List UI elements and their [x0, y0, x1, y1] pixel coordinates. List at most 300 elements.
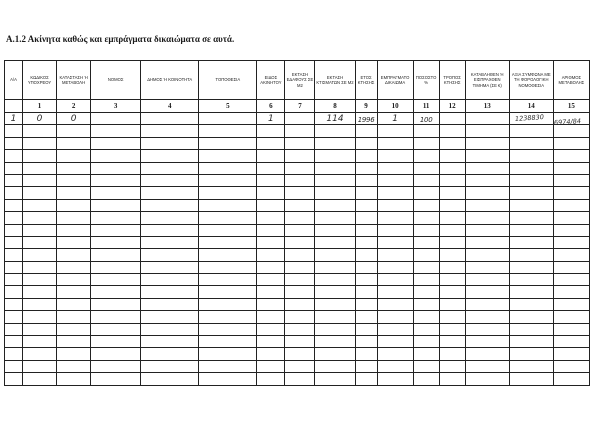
blank-cell	[413, 311, 439, 323]
blank-cell	[285, 249, 315, 261]
col-number: 5	[199, 100, 257, 113]
blank-cell	[199, 187, 257, 199]
blank-cell	[141, 286, 199, 298]
blank-cell	[141, 212, 199, 224]
blank-cell	[355, 187, 377, 199]
col-header-location: ΤΟΠΟΘΕΣΙΑ	[199, 61, 257, 100]
blank-cell	[553, 274, 589, 286]
blank-cell	[285, 174, 315, 186]
blank-cell	[23, 187, 57, 199]
blank-cell	[355, 323, 377, 335]
blank-cell	[91, 298, 141, 310]
blank-cell	[57, 137, 91, 149]
blank-cell	[5, 274, 23, 286]
blank-cell	[57, 373, 91, 385]
blank-cell	[199, 373, 257, 385]
blank-cell	[285, 137, 315, 149]
blank-cell	[199, 125, 257, 137]
blank-cell	[465, 298, 509, 310]
blank-cell	[57, 360, 91, 372]
blank-cell	[91, 323, 141, 335]
blank-cell	[315, 150, 355, 162]
blank-cell	[355, 336, 377, 348]
blank-cell	[315, 298, 355, 310]
blank-cell	[377, 224, 413, 236]
blank-cell	[439, 360, 465, 372]
entry-row	[5, 113, 590, 125]
blank-row	[5, 274, 590, 286]
col-header-building-area: ΕΚΤΑΣΗ ΚΤΙΣΜΑΤΩΝ ΣΕ Μ2	[315, 61, 355, 100]
blank-cell	[465, 162, 509, 174]
blank-row	[5, 125, 590, 137]
blank-cell	[439, 125, 465, 137]
blank-cell	[199, 274, 257, 286]
blank-cell	[285, 298, 315, 310]
entry-status: 0	[57, 113, 91, 125]
col-header-aa: Α/Α	[5, 61, 23, 100]
blank-cell	[413, 236, 439, 248]
blank-cell	[5, 224, 23, 236]
entry-acquisition-mode	[439, 113, 465, 125]
blank-cell	[257, 150, 285, 162]
blank-cell	[199, 137, 257, 149]
blank-cell	[413, 224, 439, 236]
blank-cell	[553, 298, 589, 310]
col-header-percent: ΠΟΣΟΣΤΟ %	[413, 61, 439, 100]
blank-cell	[141, 249, 199, 261]
blank-cell	[57, 311, 91, 323]
blank-cell	[199, 199, 257, 211]
blank-rows	[5, 125, 590, 385]
blank-cell	[57, 150, 91, 162]
blank-cell	[257, 311, 285, 323]
blank-cell	[439, 298, 465, 310]
blank-cell	[377, 311, 413, 323]
blank-cell	[439, 274, 465, 286]
blank-cell	[439, 199, 465, 211]
blank-cell	[439, 137, 465, 149]
blank-cell	[257, 162, 285, 174]
blank-cell	[413, 162, 439, 174]
blank-cell	[91, 311, 141, 323]
blank-cell	[257, 224, 285, 236]
blank-cell	[509, 137, 553, 149]
blank-cell	[509, 336, 553, 348]
blank-cell	[23, 249, 57, 261]
blank-cell	[377, 348, 413, 360]
col-header-year: ΕΤΟΣ ΚΤΗΣΗΣ	[355, 61, 377, 100]
blank-cell	[141, 199, 199, 211]
blank-cell	[553, 162, 589, 174]
blank-cell	[355, 360, 377, 372]
entry-change-number-text: 6974/84	[553, 117, 582, 127]
col-number-aa	[5, 100, 23, 113]
blank-cell	[5, 298, 23, 310]
blank-row	[5, 236, 590, 248]
blank-cell	[413, 261, 439, 273]
col-number: 11	[413, 100, 439, 113]
blank-cell	[23, 336, 57, 348]
col-header-owner-code: ΚΩΔΙΚΟΣ ΥΠΟΧΡΕΟΥ	[23, 61, 57, 100]
blank-cell	[509, 174, 553, 186]
blank-cell	[91, 286, 141, 298]
blank-cell	[465, 286, 509, 298]
blank-cell	[553, 261, 589, 273]
blank-cell	[377, 137, 413, 149]
blank-cell	[355, 348, 377, 360]
blank-cell	[315, 224, 355, 236]
blank-cell	[439, 336, 465, 348]
blank-cell	[91, 199, 141, 211]
blank-row	[5, 286, 590, 298]
blank-cell	[141, 137, 199, 149]
blank-row	[5, 323, 590, 335]
blank-cell	[355, 174, 377, 186]
blank-cell	[413, 348, 439, 360]
blank-cell	[257, 348, 285, 360]
header-row	[5, 61, 590, 100]
blank-cell	[413, 298, 439, 310]
blank-cell	[553, 286, 589, 298]
blank-cell	[315, 249, 355, 261]
blank-cell	[355, 236, 377, 248]
blank-cell	[199, 150, 257, 162]
blank-cell	[439, 323, 465, 335]
blank-cell	[509, 249, 553, 261]
blank-cell	[141, 311, 199, 323]
blank-cell	[5, 125, 23, 137]
blank-cell	[141, 224, 199, 236]
blank-cell	[257, 286, 285, 298]
blank-cell	[257, 274, 285, 286]
col-header-status: ΚΑΤΑΣΤΑΣΗ Ή ΜΕΤΑΒΟΛΗ	[57, 61, 91, 100]
blank-cell	[315, 373, 355, 385]
blank-cell	[141, 360, 199, 372]
blank-cell	[439, 162, 465, 174]
blank-cell	[509, 311, 553, 323]
blank-cell	[377, 249, 413, 261]
blank-cell	[5, 137, 23, 149]
blank-cell	[413, 249, 439, 261]
blank-cell	[465, 187, 509, 199]
blank-cell	[315, 323, 355, 335]
blank-cell	[141, 150, 199, 162]
blank-cell	[141, 274, 199, 286]
blank-cell	[377, 125, 413, 137]
blank-cell	[199, 286, 257, 298]
blank-cell	[285, 286, 315, 298]
blank-cell	[257, 249, 285, 261]
blank-cell	[413, 187, 439, 199]
blank-cell	[141, 348, 199, 360]
blank-cell	[57, 274, 91, 286]
blank-cell	[413, 174, 439, 186]
blank-row	[5, 150, 590, 162]
blank-cell	[141, 187, 199, 199]
blank-cell	[199, 336, 257, 348]
blank-cell	[377, 162, 413, 174]
blank-cell	[199, 323, 257, 335]
blank-row	[5, 373, 590, 385]
blank-cell	[285, 162, 315, 174]
blank-cell	[91, 274, 141, 286]
blank-row	[5, 137, 590, 149]
blank-cell	[91, 224, 141, 236]
blank-cell	[91, 212, 141, 224]
blank-cell	[285, 236, 315, 248]
blank-cell	[509, 286, 553, 298]
blank-cell	[509, 261, 553, 273]
blank-cell	[199, 224, 257, 236]
blank-cell	[199, 174, 257, 186]
blank-cell	[91, 150, 141, 162]
blank-cell	[257, 187, 285, 199]
entry-percent: 100	[413, 113, 439, 125]
col-header-price: ΚΑΤΑΒΛΗΘΕΝ Ή ΕΙΣΠΡΑΧΘΕΝ ΤΙΜΗΜΑ (ΣΕ €)	[465, 61, 509, 100]
blank-cell	[355, 311, 377, 323]
blank-cell	[23, 274, 57, 286]
entry-municipality	[141, 113, 199, 125]
blank-cell	[141, 174, 199, 186]
entry-building-area: 114	[315, 113, 355, 125]
blank-cell	[91, 336, 141, 348]
property-table	[4, 60, 590, 386]
col-header-acquisition-mode: ΤΡΟΠΟΣ ΚΤΗΣΗΣ	[439, 61, 465, 100]
blank-cell	[439, 236, 465, 248]
blank-cell	[413, 212, 439, 224]
blank-cell	[5, 174, 23, 186]
blank-cell	[465, 249, 509, 261]
blank-cell	[199, 212, 257, 224]
col-number: 7	[285, 100, 315, 113]
blank-cell	[553, 187, 589, 199]
blank-cell	[199, 249, 257, 261]
blank-cell	[439, 174, 465, 186]
blank-cell	[355, 137, 377, 149]
blank-cell	[57, 212, 91, 224]
blank-cell	[439, 187, 465, 199]
blank-cell	[23, 199, 57, 211]
blank-cell	[465, 336, 509, 348]
entry-price	[465, 113, 509, 125]
blank-row	[5, 162, 590, 174]
blank-cell	[257, 373, 285, 385]
blank-cell	[553, 137, 589, 149]
blank-cell	[413, 150, 439, 162]
blank-cell	[257, 174, 285, 186]
blank-cell	[199, 298, 257, 310]
blank-cell	[5, 199, 23, 211]
blank-cell	[465, 224, 509, 236]
blank-cell	[5, 373, 23, 385]
blank-cell	[465, 150, 509, 162]
blank-cell	[57, 174, 91, 186]
blank-cell	[509, 150, 553, 162]
blank-cell	[23, 261, 57, 273]
blank-cell	[465, 373, 509, 385]
blank-cell	[257, 199, 285, 211]
blank-cell	[315, 311, 355, 323]
col-header-prefecture: ΝΟΜΟΣ	[91, 61, 141, 100]
blank-cell	[285, 212, 315, 224]
blank-cell	[57, 224, 91, 236]
col-header-change-number: ΑΡΙΘΜΟΣ ΜΕΤΑΒΟΛΗΣ	[553, 61, 589, 100]
blank-row	[5, 336, 590, 348]
blank-cell	[257, 212, 285, 224]
blank-cell	[285, 125, 315, 137]
blank-cell	[57, 298, 91, 310]
blank-cell	[199, 236, 257, 248]
blank-cell	[355, 298, 377, 310]
entry-tax-value-text: 1238830	[514, 112, 545, 124]
blank-cell	[509, 348, 553, 360]
blank-cell	[285, 311, 315, 323]
blank-cell	[439, 311, 465, 323]
blank-row	[5, 174, 590, 186]
blank-cell	[553, 224, 589, 236]
blank-cell	[377, 373, 413, 385]
blank-cell	[509, 373, 553, 385]
entry-aa: 1	[5, 113, 23, 125]
blank-cell	[285, 261, 315, 273]
blank-cell	[465, 236, 509, 248]
blank-row	[5, 224, 590, 236]
col-number: 12	[439, 100, 465, 113]
blank-cell	[23, 286, 57, 298]
blank-cell	[315, 174, 355, 186]
blank-cell	[355, 249, 377, 261]
blank-cell	[141, 336, 199, 348]
blank-cell	[57, 261, 91, 273]
blank-cell	[91, 360, 141, 372]
blank-cell	[57, 187, 91, 199]
blank-cell	[315, 336, 355, 348]
blank-cell	[413, 125, 439, 137]
blank-cell	[553, 348, 589, 360]
col-number: 4	[141, 100, 199, 113]
blank-cell	[23, 236, 57, 248]
blank-cell	[465, 323, 509, 335]
blank-cell	[91, 236, 141, 248]
blank-cell	[57, 162, 91, 174]
blank-cell	[355, 286, 377, 298]
blank-cell	[257, 323, 285, 335]
blank-cell	[5, 236, 23, 248]
blank-cell	[5, 212, 23, 224]
col-header-municipality: ΔΗΜΟΣ Ή ΚΟΙΝΟΤΗΤΑ	[141, 61, 199, 100]
col-number: 8	[315, 100, 355, 113]
blank-cell	[141, 323, 199, 335]
blank-cell	[91, 174, 141, 186]
blank-cell	[465, 261, 509, 273]
blank-cell	[199, 348, 257, 360]
blank-cell	[509, 323, 553, 335]
blank-row	[5, 199, 590, 211]
blank-cell	[355, 125, 377, 137]
blank-cell	[57, 336, 91, 348]
blank-cell	[377, 336, 413, 348]
blank-cell	[439, 261, 465, 273]
blank-cell	[23, 360, 57, 372]
column-number-row	[5, 100, 590, 113]
blank-cell	[553, 311, 589, 323]
blank-cell	[285, 274, 315, 286]
blank-cell	[23, 212, 57, 224]
blank-cell	[5, 336, 23, 348]
blank-cell	[377, 187, 413, 199]
blank-cell	[257, 336, 285, 348]
blank-cell	[285, 360, 315, 372]
blank-cell	[509, 212, 553, 224]
blank-cell	[23, 162, 57, 174]
blank-cell	[465, 137, 509, 149]
blank-cell	[141, 125, 199, 137]
blank-cell	[141, 373, 199, 385]
blank-cell	[553, 150, 589, 162]
blank-cell	[553, 212, 589, 224]
blank-row	[5, 261, 590, 273]
blank-cell	[439, 212, 465, 224]
blank-cell	[355, 274, 377, 286]
blank-cell	[465, 274, 509, 286]
blank-cell	[355, 212, 377, 224]
entry-location	[199, 113, 257, 125]
blank-cell	[377, 212, 413, 224]
blank-cell	[285, 187, 315, 199]
blank-cell	[377, 274, 413, 286]
blank-cell	[553, 174, 589, 186]
blank-cell	[315, 137, 355, 149]
blank-cell	[377, 261, 413, 273]
blank-cell	[5, 323, 23, 335]
blank-cell	[57, 249, 91, 261]
blank-cell	[553, 199, 589, 211]
blank-cell	[465, 348, 509, 360]
blank-cell	[23, 150, 57, 162]
blank-cell	[377, 298, 413, 310]
blank-cell	[23, 311, 57, 323]
blank-cell	[141, 298, 199, 310]
blank-cell	[285, 348, 315, 360]
blank-cell	[355, 150, 377, 162]
blank-cell	[465, 174, 509, 186]
blank-cell	[5, 311, 23, 323]
blank-cell	[315, 199, 355, 211]
blank-cell	[553, 323, 589, 335]
blank-cell	[199, 311, 257, 323]
blank-cell	[439, 249, 465, 261]
blank-cell	[91, 261, 141, 273]
col-header-land-area: ΕΚΤΑΣΗ ΕΔΑΦΟΥΣ ΣΕ Μ2	[285, 61, 315, 100]
blank-cell	[509, 125, 553, 137]
blank-cell	[377, 236, 413, 248]
col-number: 9	[355, 100, 377, 113]
blank-cell	[413, 274, 439, 286]
entry-real-right: 1	[377, 113, 413, 125]
blank-cell	[199, 261, 257, 273]
blank-cell	[465, 212, 509, 224]
col-header-real-right: ΕΜΠΡΑΓΜΑΤΟ ΔΙΚΑΙΩΜΑ	[377, 61, 413, 100]
blank-cell	[413, 323, 439, 335]
blank-cell	[509, 187, 553, 199]
blank-cell	[439, 224, 465, 236]
entry-prefecture	[91, 113, 141, 125]
blank-cell	[509, 360, 553, 372]
blank-cell	[553, 373, 589, 385]
blank-cell	[553, 125, 589, 137]
blank-cell	[315, 286, 355, 298]
blank-cell	[285, 373, 315, 385]
